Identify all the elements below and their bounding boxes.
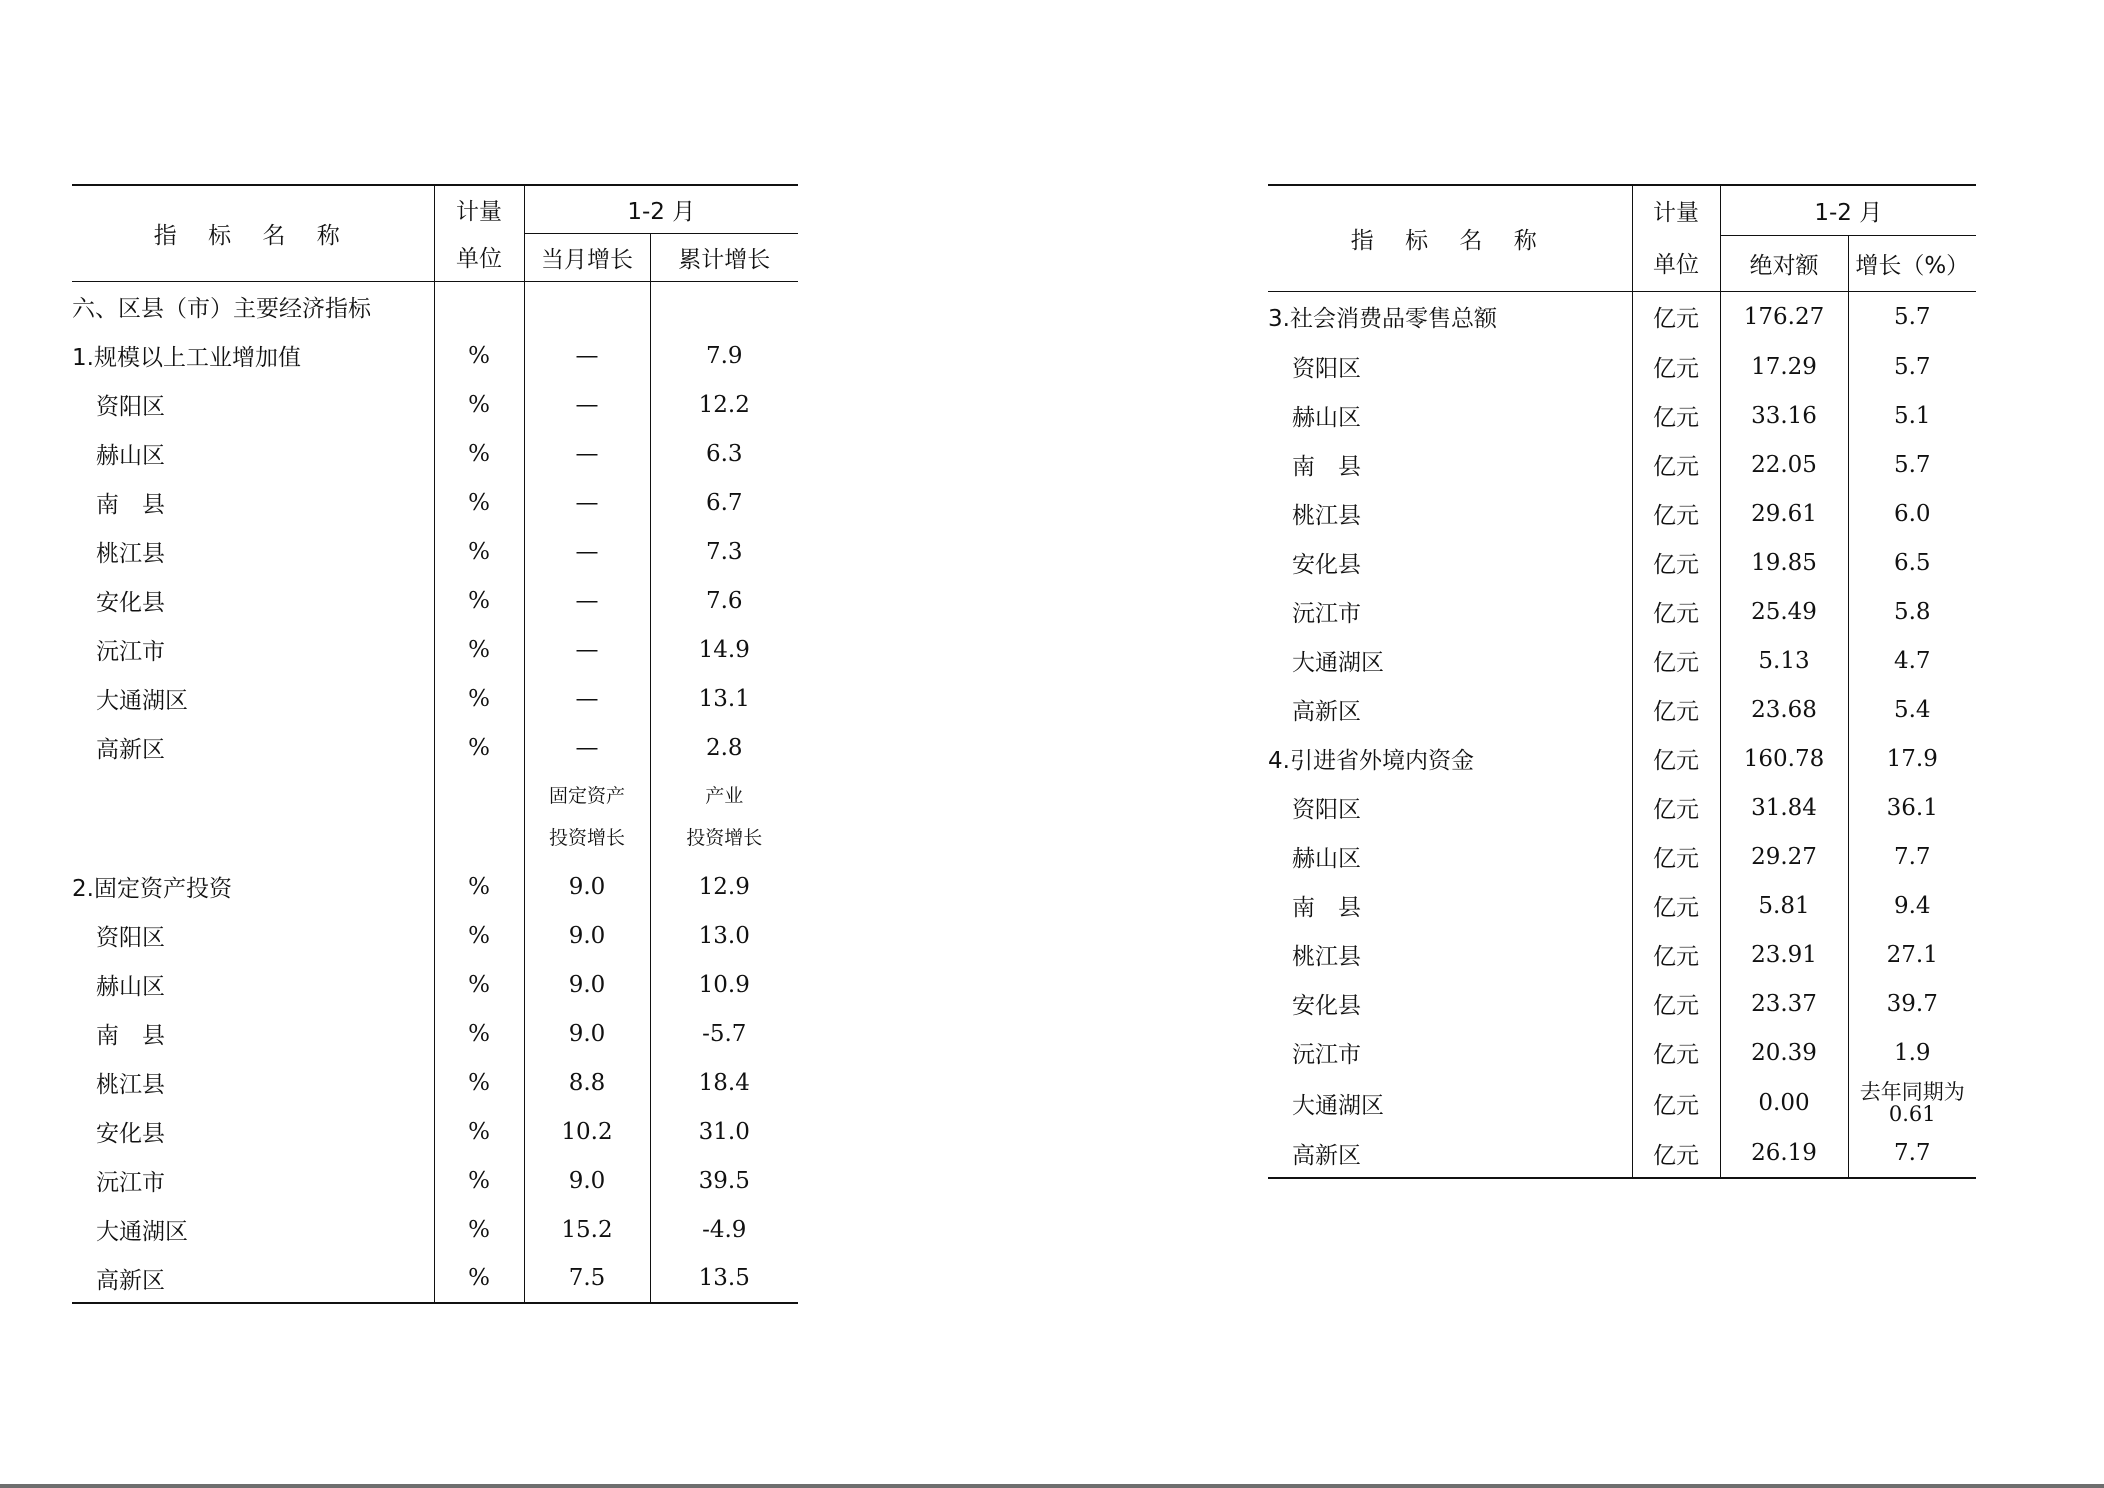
table-row: 赫山区 亿元 29.27 7.7 bbox=[1268, 832, 1976, 881]
header-unit-line2: 单位 bbox=[434, 233, 524, 281]
table-row: 安化县 % 10.2 31.0 bbox=[72, 1107, 798, 1156]
table-row: 安化县 亿元 19.85 6.5 bbox=[1268, 538, 1976, 587]
header-indicator-name: 指 标 名 称 bbox=[1268, 185, 1632, 291]
table-row: 南 县 % 9.0 -5.7 bbox=[72, 1009, 798, 1058]
table-row: 高新区 亿元 26.19 7.7 bbox=[1268, 1129, 1976, 1178]
table-row: 2.固定资产投资 % 9.0 12.9 bbox=[72, 862, 798, 911]
header-unit-line2: 单位 bbox=[1632, 235, 1720, 291]
right-table-panel bbox=[1268, 184, 1976, 1179]
group-title: 2.固定资产投资 bbox=[72, 876, 232, 902]
header-unit-line1: 计量 bbox=[1632, 185, 1720, 235]
table-row: 资阳区 亿元 17.29 5.7 bbox=[1268, 342, 1976, 391]
header-absolute-amount: 绝对额 bbox=[1720, 235, 1848, 291]
table-row: 赫山区 % 9.0 10.9 bbox=[72, 960, 798, 1009]
table-row: 高新区 % 7.5 13.5 bbox=[72, 1254, 798, 1303]
table-row: 南 县 亿元 5.81 9.4 bbox=[1268, 881, 1976, 930]
table-row: 安化县 % — 7.6 bbox=[72, 576, 798, 625]
header-period: 1-2 月 bbox=[1720, 185, 1976, 235]
table-row: 桃江县 亿元 29.61 6.0 bbox=[1268, 489, 1976, 538]
table-row: 沅江市 % — 14.9 bbox=[72, 625, 798, 674]
table-row: 资阳区 % — 12.2 bbox=[72, 380, 798, 429]
table-row: 资阳区 % 9.0 13.0 bbox=[72, 911, 798, 960]
header-unit-line1: 计量 bbox=[434, 185, 524, 233]
subheader-industry-investment: 产业 投资增长 bbox=[650, 772, 798, 862]
group-title: 4.引进省外境内资金 bbox=[1268, 748, 1474, 774]
table-row: 大通湖区 % 15.2 -4.9 bbox=[72, 1205, 798, 1254]
header-period: 1-2 月 bbox=[524, 185, 798, 233]
left-indicator-table bbox=[72, 184, 798, 1304]
table-row: 高新区 % — 2.8 bbox=[72, 723, 798, 772]
table-row: 沅江市 % 9.0 39.5 bbox=[72, 1156, 798, 1205]
right-indicator-table bbox=[1268, 184, 1976, 1179]
left-table-panel bbox=[72, 184, 798, 1304]
table-row: 安化县 亿元 23.37 39.7 bbox=[1268, 979, 1976, 1028]
table-row: 南 县 % — 6.7 bbox=[72, 478, 798, 527]
growth-note: 去年同期为 0.61 bbox=[1848, 1077, 1976, 1129]
table-row: 3.社会消费品零售总额 亿元 176.27 5.7 bbox=[1268, 291, 1976, 342]
table-row: 高新区 亿元 23.68 5.4 bbox=[1268, 685, 1976, 734]
table-row: 大通湖区 亿元 0.00 去年同期为 0.61 bbox=[1268, 1077, 1976, 1129]
table-row: 大通湖区 亿元 5.13 4.7 bbox=[1268, 636, 1976, 685]
header-cumulative-growth: 累计增长 bbox=[650, 233, 798, 281]
group-title: 3.社会消费品零售总额 bbox=[1268, 306, 1497, 333]
bottom-edge-bar bbox=[0, 1484, 2104, 1488]
table-row: 桃江县 % 8.8 18.4 bbox=[72, 1058, 798, 1107]
header-growth-percent: 增长（%） bbox=[1848, 235, 1976, 291]
table-row: 南 县 亿元 22.05 5.7 bbox=[1268, 440, 1976, 489]
sub-header-row bbox=[72, 772, 798, 862]
table-row: 桃江县 % — 7.3 bbox=[72, 527, 798, 576]
table-row: 1.规模以上工业增加值 % — 7.9 bbox=[72, 331, 798, 380]
table-row: 赫山区 % — 6.3 bbox=[72, 429, 798, 478]
table-row: 4.引进省外境内资金 亿元 160.78 17.9 bbox=[1268, 734, 1976, 783]
header-monthly-growth: 当月增长 bbox=[524, 233, 650, 281]
table-row: 沅江市 亿元 20.39 1.9 bbox=[1268, 1028, 1976, 1077]
table-row: 大通湖区 % — 13.1 bbox=[72, 674, 798, 723]
table-row: 桃江县 亿元 23.91 27.1 bbox=[1268, 930, 1976, 979]
table-row: 沅江市 亿元 25.49 5.8 bbox=[1268, 587, 1976, 636]
header-indicator-name: 指 标 名 称 bbox=[72, 185, 434, 281]
table-row: 资阳区 亿元 31.84 36.1 bbox=[1268, 783, 1976, 832]
table-row: 赫山区 亿元 33.16 5.1 bbox=[1268, 391, 1976, 440]
subheader-fixed-asset-investment: 固定资产 投资增长 bbox=[524, 772, 650, 862]
group-title: 1.规模以上工业增加值 bbox=[72, 345, 301, 371]
section-title: 六、区县（市）主要经济指标 bbox=[72, 295, 371, 322]
